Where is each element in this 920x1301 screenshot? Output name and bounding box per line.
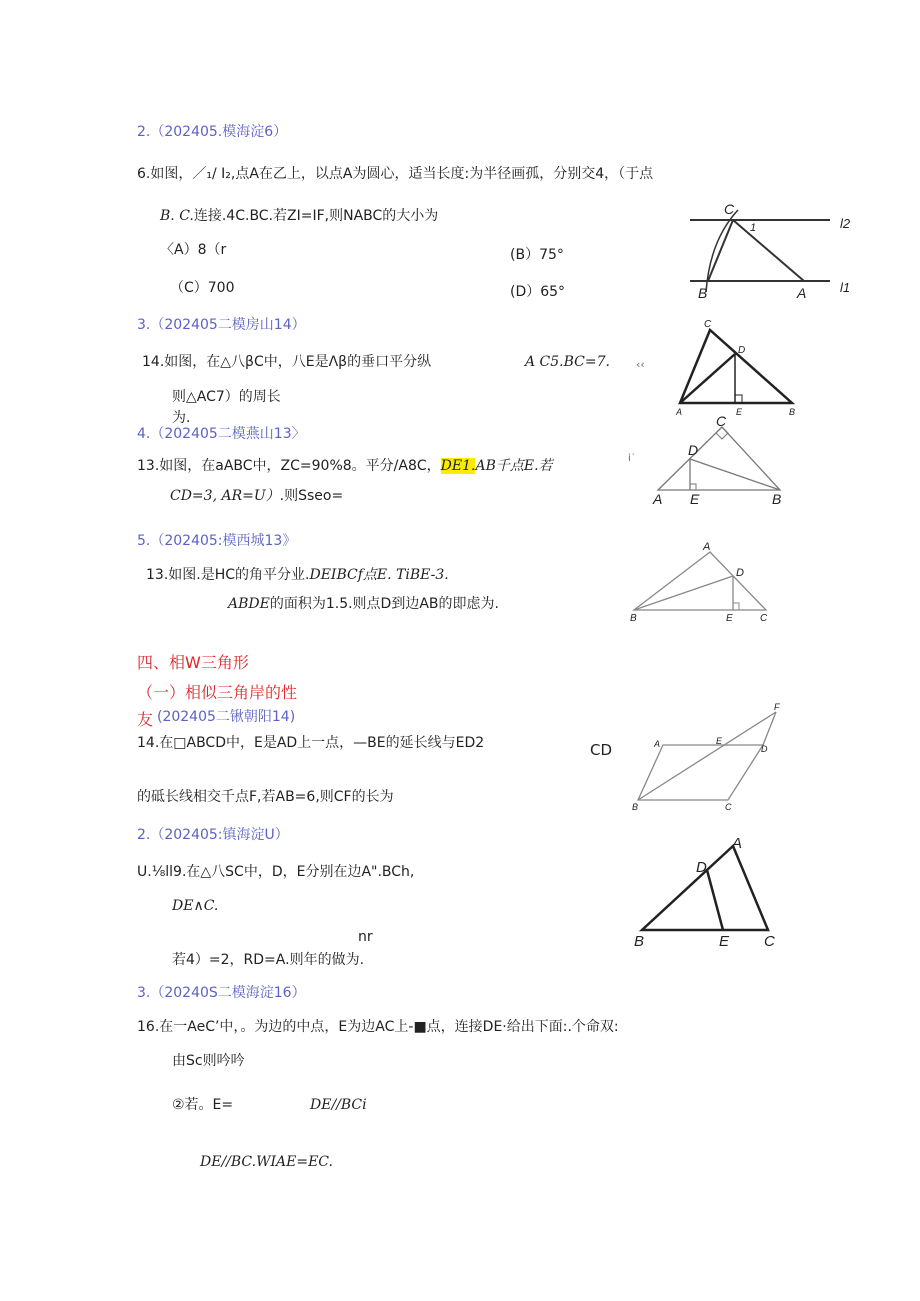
q2-option-a: 〈A）8（r — [160, 242, 227, 258]
label-D: D — [688, 442, 699, 458]
q5-line1-a: 13.如图.是HC的角平分业. — [146, 567, 310, 583]
p2q3-source: 3.（20240S二模海淀16） — [137, 985, 306, 1001]
p2q2-line1: U.⅛ll9.在△八SC中，D，E分别在边A".BCh, — [137, 864, 415, 880]
q3-line1-right: A C5.BC=7. — [525, 354, 610, 370]
label-B: B — [632, 802, 639, 812]
q5-source: 5.（202405:模西城13》 — [137, 533, 297, 549]
label-C: C — [724, 201, 735, 217]
q3-line1: 14.如图，在△八βC中，八E是Λβ的垂口平分纵 — [142, 354, 432, 370]
figure-perpendicular-bisector — [672, 318, 807, 418]
label-l2: l2 — [840, 216, 851, 231]
segment-DE — [707, 870, 723, 930]
p2q1-line1: 14.在□ABCD中，E是AD上一点，—BE的延长线与ED2 — [137, 735, 485, 751]
segment-CB — [708, 220, 733, 281]
section-heading: 四、相W三角形 — [137, 653, 249, 672]
label-E: E — [736, 407, 743, 417]
label-D: D — [761, 744, 768, 754]
label-E: E — [716, 736, 723, 746]
label-B: B — [772, 491, 782, 507]
q5-line1-italic: DEIBCf — [309, 567, 363, 583]
segment-CA — [733, 220, 804, 281]
q4-highlight: DE1. — [440, 458, 476, 474]
segment-AD — [680, 354, 735, 403]
q5-line2-italic: ABDE — [228, 596, 270, 612]
p2q3-line4 — [200, 1153, 333, 1171]
p2q3-line3-b: DE//BCi — [310, 1097, 367, 1113]
q4-line1 — [137, 457, 553, 475]
label-A: A — [676, 407, 683, 417]
right-angle-mark — [733, 603, 739, 610]
q2-line2 — [160, 207, 438, 225]
figure-right-triangle-bisector — [650, 415, 800, 510]
label-l1: l1 — [840, 280, 851, 295]
q3-line2: 则△AC7）的周长 — [172, 389, 281, 405]
q2-line1: 6.如图，／₁/ I₂,点A在乙上，以点A为圆心，适当长度:为半径画孤，分别交4，（于点 — [137, 166, 654, 182]
label-C: C — [760, 613, 768, 624]
segment-BD — [634, 576, 733, 610]
p2q2-stray: nr — [358, 929, 373, 945]
p2q3-line3-a: ②若。E= — [172, 1097, 234, 1113]
label-D: D — [696, 859, 707, 876]
q2-option-b: (B）75° — [510, 247, 564, 263]
label-D: D — [738, 345, 746, 356]
p2q1-source: (202405二锹朝阳14) — [157, 709, 296, 725]
label-E: E — [726, 613, 733, 624]
q4-line2-rest: .则Sseo= — [279, 488, 344, 504]
label-E: E — [719, 933, 730, 950]
figure-parallelogram — [628, 700, 788, 810]
triangle-ABC — [680, 330, 792, 403]
label-B: B — [630, 613, 637, 624]
p2q3-line4-text: DE//BC.WIAE=EC. — [200, 1154, 333, 1170]
right-angle-mark-E — [690, 484, 696, 490]
section-subheading: （一）相似三角岸的性 — [137, 683, 298, 702]
q3-source: 3.（202405二模房山14） — [137, 317, 306, 333]
p2q3-line2: 由Sc则吟吟 — [172, 1053, 245, 1069]
p2q1-stray: CD — [590, 741, 613, 759]
label-B: B — [634, 933, 645, 950]
parallelogram-ABCD — [638, 745, 763, 800]
label-C: C — [716, 413, 727, 429]
label-A: A — [654, 739, 661, 749]
triangle-ABC — [634, 552, 766, 610]
figure-similar-triangle — [630, 832, 790, 952]
q2-option-c: （C）700 — [170, 280, 235, 296]
label-C: C — [704, 319, 712, 330]
section-subheading-cont: 友 — [137, 710, 154, 729]
q4-line1-b: AB千点E.若 — [475, 458, 553, 474]
label-C: C — [725, 802, 732, 812]
q2-line2-italic: B. C. — [160, 208, 194, 224]
arc-AC — [706, 210, 738, 292]
q4-line1-a: 13.如图，在aABC中，ZC=90%8。平分/A8C， — [137, 458, 441, 474]
p2q2-source: 2.（202405:镇海淀U） — [137, 827, 289, 843]
q3-stray-mark: ‹‹ — [636, 358, 645, 371]
q2-option-d: (D）65° — [510, 284, 566, 300]
p2q2-line3: 若4）=2，RD=A.则年的做为. — [172, 952, 365, 968]
q5-line2-rest: 的面积为1.5.则点D到边AB的即虑为. — [269, 596, 499, 612]
q2-source: 2.（202405.模海淀6） — [137, 124, 288, 140]
label-A: A — [797, 285, 807, 301]
p2q3-line1: 16.在一AeC’中，。为边的中点，E为边AC上-■点，连接DE·给出下面:.个命双: — [137, 1019, 619, 1035]
label-B: B — [789, 407, 796, 417]
label-angle-1: 1 — [750, 222, 757, 234]
label-E: E — [690, 491, 700, 507]
figure-parallel-lines — [690, 200, 860, 305]
p2q1-line2: 的砥长线相交千点F,若AB=6,则CF的长为 — [137, 789, 394, 805]
q4-line2 — [170, 487, 343, 505]
q2-line2-rest: 连接.4C.BC.若ZI=IF,则NABC的大小为 — [193, 208, 439, 224]
label-F: F — [774, 702, 780, 712]
label-A: A — [703, 541, 711, 553]
segment-DF — [763, 712, 776, 745]
label-D: D — [736, 567, 744, 579]
label-A: A — [732, 835, 743, 852]
figure-angle-bisector — [628, 540, 778, 625]
q5-line1-b: 点E. TiBE-3. — [362, 567, 449, 583]
q5-line2 — [228, 595, 499, 613]
label-C: C — [764, 933, 775, 950]
q4-source: 4.（202405二模燕山13〉 — [137, 426, 306, 442]
label-B: B — [698, 285, 708, 301]
label-A: A — [653, 491, 663, 507]
p2q2-line2: DE∧C. — [172, 898, 219, 914]
q3-line3: 为. — [172, 410, 191, 426]
q5-line1 — [146, 566, 449, 584]
q4-line2-italic: CD=3, AR=U） — [170, 488, 280, 504]
q4-stray-mark: i˙ — [628, 453, 636, 464]
